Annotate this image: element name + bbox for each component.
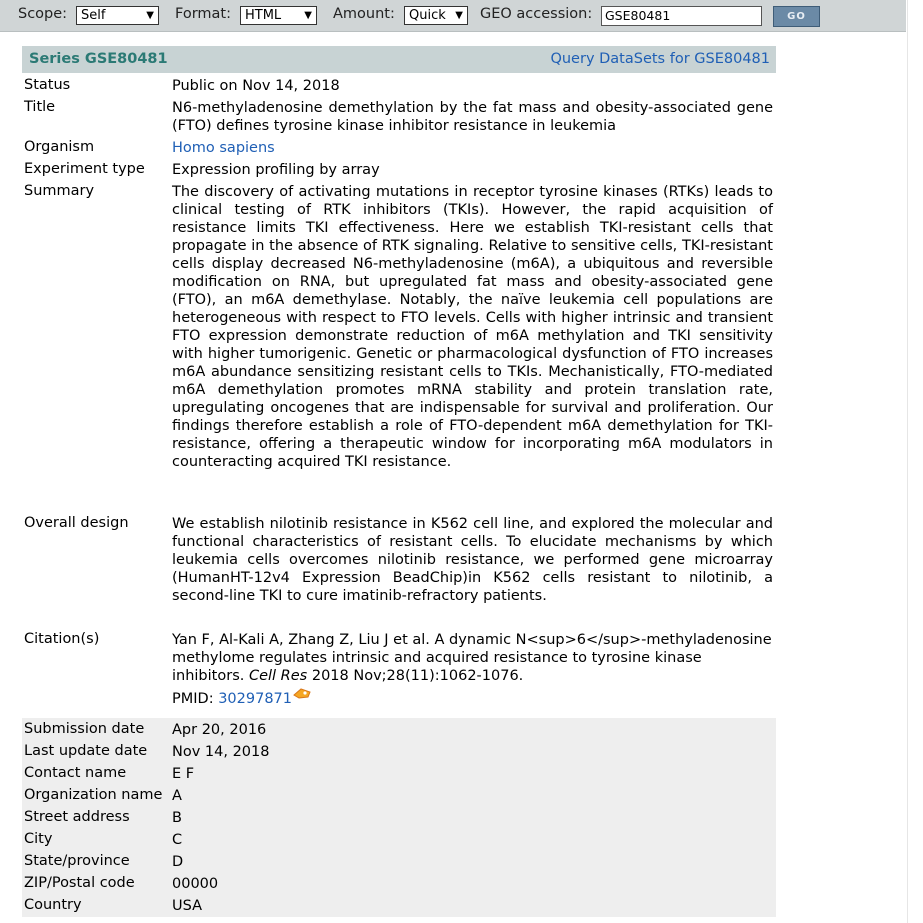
citation-tail: 2018 Nov;28(11):1062-1076. [311, 668, 524, 684]
organism-link[interactable]: Homo sapiens [172, 140, 275, 156]
scope-select[interactable] [76, 6, 159, 25]
dropdown-arrow-icon: ▼ [304, 10, 312, 21]
organization-row [22, 787, 776, 807]
zip-row [22, 875, 776, 895]
submission-date-row [22, 721, 776, 741]
format-select-value: HTML [245, 8, 282, 23]
pmid-line [172, 690, 773, 708]
street-row [22, 809, 776, 829]
series-title: Series GSE80481 [29, 51, 168, 67]
summary-value: The discovery of activating mutations in receptor tyrosine kinases (RTKs) leads to clinical testing of RTK inhibitors (TKIs). However, the rapid acquisition of resistance limits TKI effectiveness. Here we establish TKI-resistant cells that propagate in the absence of RTK signaling. Relative to sensitive cells, TKI-resistant cells display decreased N6-methyladenosine (m6A), a ubiquitous and reversible modification on RNA, but upregulated fat mass and obesity-associated gene (FTO), an m6A demethylase. Notably, the naïve leukemia cell populations are heterogeneous with respect to FTO levels. Cells with higher intrinsic and transient FTO expression demonstrate reduction of m6A methylation and TKI sensitivity with higher tumorigenic. Genetic or pharmacological dysfunction of FTO increases m6A abundance sensitizing resistant cells to TKIs. Mechanistically, FTO-mediated m6A demethylation promotes mRNA stability and protein translation rate, upregulating oncogenes that are indispensable for survival and proliferation. Our findings therefore establish a role of FTO-dependent m6A demethylation for TKI-resistance, offering a therapeutic window for incorporating m6A modulators in counteracting acquired TKI resistance. [172, 184, 773, 470]
status-key: Status [24, 77, 71, 93]
query-datasets-link[interactable]: Query DataSets for GSE80481 [550, 51, 770, 67]
last-update-key: Last update date [24, 743, 148, 759]
last-update-value: Nov 14, 2018 [172, 744, 270, 760]
citation-value [172, 631, 773, 708]
experiment-type-key: Experiment type [24, 161, 145, 177]
geo-search-toolbar [0, 0, 906, 32]
state-value: D [172, 854, 184, 870]
scope-label: Scope: [18, 6, 68, 22]
title-row [22, 99, 776, 139]
city-value: C [172, 832, 183, 848]
last-update-row [22, 743, 776, 763]
pmid-label: PMID: [172, 691, 214, 707]
geo-accession-label: GEO accession: [480, 6, 593, 22]
status-row [22, 77, 776, 97]
citation-key: Citation(s) [24, 631, 100, 647]
overall-design-key: Overall design [24, 515, 129, 531]
city-row [22, 831, 776, 851]
scrollbar-track[interactable] [907, 0, 923, 923]
amount-select[interactable] [404, 6, 468, 25]
contact-name-key: Contact name [24, 765, 127, 781]
organization-key: Organization name [24, 787, 163, 803]
country-value: USA [172, 898, 203, 914]
organism-key: Organism [24, 139, 95, 155]
format-select[interactable] [240, 6, 317, 25]
submission-date-key: Submission date [24, 721, 145, 737]
experiment-type-value: Expression profiling by array [172, 162, 380, 178]
amount-label: Amount: [333, 6, 395, 22]
street-value: B [172, 810, 182, 826]
summary-row [22, 183, 776, 493]
state-row [22, 853, 776, 873]
zip-key: ZIP/Postal code [24, 875, 135, 891]
amount-select-value: Quick [409, 8, 446, 23]
status-value: Public on Nov 14, 2018 [172, 78, 340, 94]
overall-design-row [22, 515, 776, 610]
city-key: City [24, 831, 53, 847]
organization-value: A [172, 788, 182, 804]
street-key: Street address [24, 809, 130, 825]
scope-select-value: Self [81, 8, 106, 23]
dropdown-arrow-icon: ▼ [455, 10, 463, 21]
state-key: State/province [24, 853, 130, 869]
contact-name-row [22, 765, 776, 785]
summary-key: Summary [24, 183, 95, 199]
citation-text: Yan F, Al-Kali A, Zhang Z, Liu J et al. A dynamic N<sup>6</sup>-methyladenosine methylome regulates intrinsic and acquired resistance to tyrosine kinase inhibitors. [172, 632, 772, 684]
go-button[interactable]: GO [773, 6, 820, 27]
zip-value: 00000 [172, 876, 219, 892]
geo-accession-input[interactable]: GSE80481 [601, 6, 762, 26]
format-label: Format: [175, 6, 231, 22]
overall-design-value: We establish nilotinib resistance in K562 cell line, and explored the molecular and functional characteristics of resistant cells. To elucidate mechanisms by which leukemia cells overcomes nilotinib resistance, we performed gene microarray (HumanHT-12v4 Expression BeadChip)in K562 cells resistant to nilotinib, a second-line TKI to cure imatinib-refractory patients. [172, 516, 773, 604]
country-key: Country [24, 897, 82, 913]
pmid-link[interactable]: 30297871 [218, 691, 293, 707]
contact-name-value: E F [172, 766, 195, 782]
organism-row [22, 139, 776, 159]
country-row [22, 897, 776, 917]
title-value: N6-methyladenosine demethylation by the fat mass and obesity-associated gene (FTO) defines tyrosine kinase inhibitor resistance in leukemia [172, 100, 773, 134]
experiment-type-row [22, 161, 776, 181]
pubmed-free-icon[interactable] [292, 686, 312, 698]
citation-journal: Cell Res [248, 668, 308, 684]
dropdown-arrow-icon: ▼ [146, 10, 154, 21]
title-key: Title [24, 99, 56, 115]
submission-date-value: Apr 20, 2016 [172, 722, 267, 738]
citation-row [22, 631, 776, 713]
series-header [22, 46, 776, 73]
